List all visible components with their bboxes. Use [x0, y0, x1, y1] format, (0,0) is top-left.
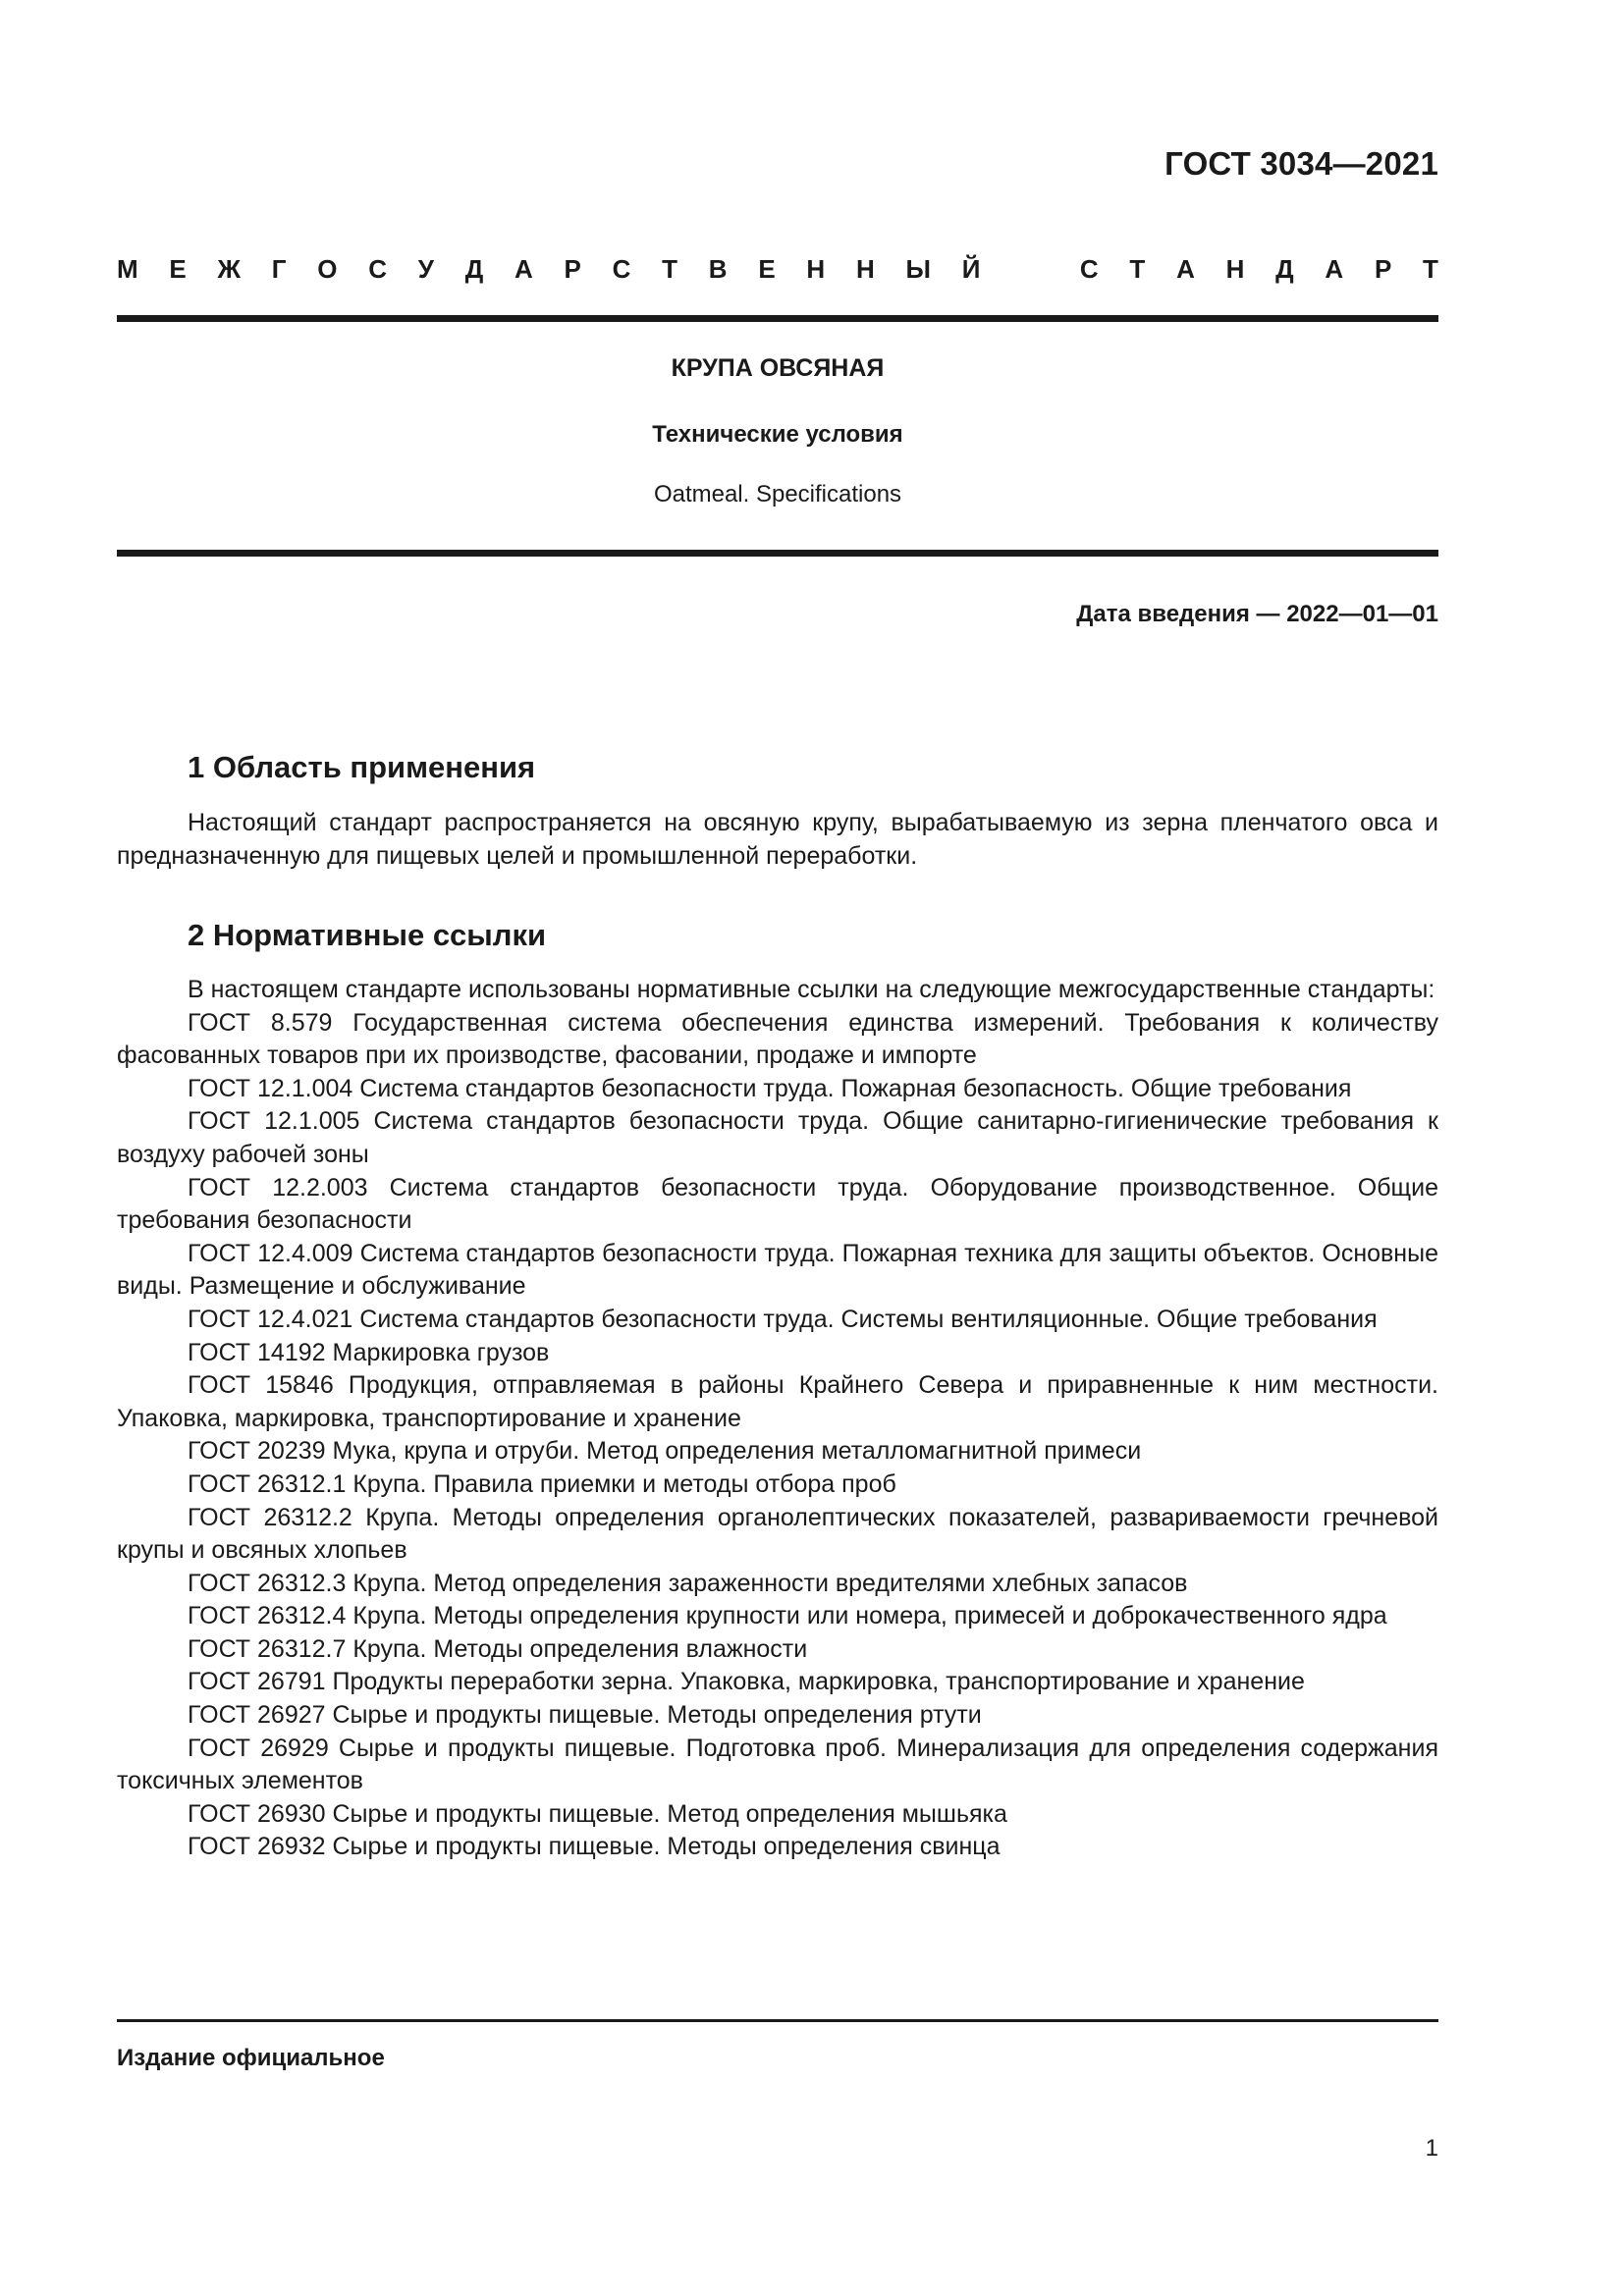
heading-letter: Н: [855, 254, 875, 284]
reference-item: ГОСТ 26932 Сырье и продукты пищевые. Методы определения свинца: [188, 1833, 1001, 1861]
section-references-title: 2 Нормативные ссылки: [188, 918, 547, 952]
heading-letter: Р: [564, 254, 581, 284]
reference-item: ГОСТ 26312.4 Крупа. Методы определения крупности или номера, примесей и доброкачественного ядра: [188, 1602, 1387, 1630]
heading-letter: Т: [662, 254, 678, 284]
title-divider: [117, 550, 1438, 557]
standard-subtitle: Технические условия: [652, 421, 903, 448]
heading-letter: Е: [169, 254, 187, 284]
heading-letter: Ж: [217, 254, 242, 284]
heading-letter: А: [1325, 254, 1344, 284]
heading-letter: Д: [1275, 254, 1294, 284]
reference-item: ГОСТ 12.4.021 Система стандартов безопасности труда. Системы вентиляционные. Общие требования: [188, 1305, 1378, 1333]
standard-title: КРУПА ОВСЯНАЯ: [671, 354, 885, 382]
introduction-date: Дата введения — 2022—01—01: [1076, 601, 1438, 627]
document-page: [117, 0, 1438, 2296]
reference-item: ГОСТ 12.2.003 Система стандартов безопасности труда. Оборудование производственное. Общие требования безопасности: [117, 1173, 1438, 1235]
section-references-body: [117, 974, 1438, 1864]
heading-letter: Н: [1225, 254, 1245, 284]
reference-item: ГОСТ 26312.3 Крупа. Метод определения зараженности вредителями хлебных запасов: [188, 1569, 1188, 1597]
reference-item: ГОСТ 26930 Сырье и продукты пищевые. Метод определения мышьяка: [188, 1799, 1007, 1828]
heading-letter: Г: [271, 254, 287, 284]
heading-letter: Ы: [905, 254, 931, 284]
reference-item: ГОСТ 26312.1 Крупа. Правила приемки и методы отбора проб: [188, 1469, 896, 1498]
heading-letter: А: [514, 254, 533, 284]
reference-item: ГОСТ 26312.7 Крупа. Методы определения влажности: [188, 1634, 808, 1663]
reference-item: ГОСТ 15846 Продукция, отправляемая в районы Крайнего Севера и приравненные к ним местности. Упаковка, маркировка, транспортирование и хранение: [117, 1371, 1438, 1432]
reference-item: ГОСТ 26791 Продукты переработки зерна. Упаковка, маркировка, транспортирование и хранение: [188, 1668, 1305, 1696]
reference-item: ГОСТ 20239 Мука, крупа и отруби. Метод определения металломагнитной примеси: [188, 1437, 1142, 1466]
reference-item: ГОСТ 26927 Сырье и продукты пищевые. Методы определения ртути: [188, 1701, 982, 1730]
word-gap: [1011, 251, 1049, 287]
official-edition-label: Издание официальное: [117, 2045, 385, 2071]
reference-item: ГОСТ 12.1.005 Система стандартов безопасности труда. Общие санитарно-гигиенические требования к воздуху рабочей зоны: [117, 1107, 1438, 1168]
heading-letter: А: [1176, 254, 1195, 284]
page-number: 1: [1425, 2135, 1438, 2162]
paragraph: В настоящем стандарте использованы нормативные ссылки на следующие межгосударственные стандарты:: [188, 976, 1435, 1003]
footer-divider: [117, 2019, 1438, 2022]
interstate-standard-heading: [117, 251, 1438, 287]
heading-letter: Й: [961, 254, 981, 284]
reference-item: ГОСТ 26929 Сырье и продукты пищевые. Подготовка проб. Минерализация для определения содержания токсичных элементов: [117, 1734, 1438, 1795]
section-scope-title: 1 Область применения: [188, 750, 536, 784]
section-scope-body: [117, 807, 1438, 873]
heading-letter: У: [417, 254, 434, 284]
heading-letter: Е: [758, 254, 776, 284]
heading-letter: В: [708, 254, 728, 284]
reference-item: ГОСТ 8.579 Государственная система обеспечения единства измерений. Требования к количеству фасованных товаров при их производстве, фасовании, продаже и импорте: [117, 1008, 1438, 1070]
heading-letter: Т: [1423, 254, 1438, 284]
heading-letter: М: [117, 254, 138, 284]
heading-letter: С: [368, 254, 388, 284]
paragraph: Настоящий стандарт распространяется на овсяную крупу, вырабатываемую из зерна пленчатого овса и предназначенную для пищевых целей и промышленной переработки.: [117, 809, 1438, 870]
reference-item: ГОСТ 26312.2 Крупа. Методы определения органолептических показателей, развариваемости гречневой крупы и овсяных хлопьев: [117, 1503, 1438, 1565]
top-divider: [117, 315, 1438, 322]
reference-item: ГОСТ 14192 Маркировка грузов: [188, 1338, 550, 1366]
heading-letter: С: [612, 254, 631, 284]
standard-title-english: Oatmeal. Specifications: [653, 481, 902, 507]
heading-letter: О: [317, 254, 338, 284]
heading-letter: Р: [1374, 254, 1392, 284]
document-number: ГОСТ 3034—2021: [1164, 145, 1438, 182]
reference-item: ГОСТ 12.1.004 Система стандартов безопасности труда. Пожарная безопасность. Общие требования: [188, 1074, 1352, 1102]
reference-item: ГОСТ 12.4.009 Система стандартов безопасности труда. Пожарная техника для защиты объектов. Основные виды. Размещение и обслуживание: [117, 1239, 1438, 1301]
heading-letter: С: [1079, 254, 1099, 284]
heading-letter: Н: [806, 254, 826, 284]
heading-letter: Д: [464, 254, 484, 284]
heading-letter: Т: [1129, 254, 1146, 284]
